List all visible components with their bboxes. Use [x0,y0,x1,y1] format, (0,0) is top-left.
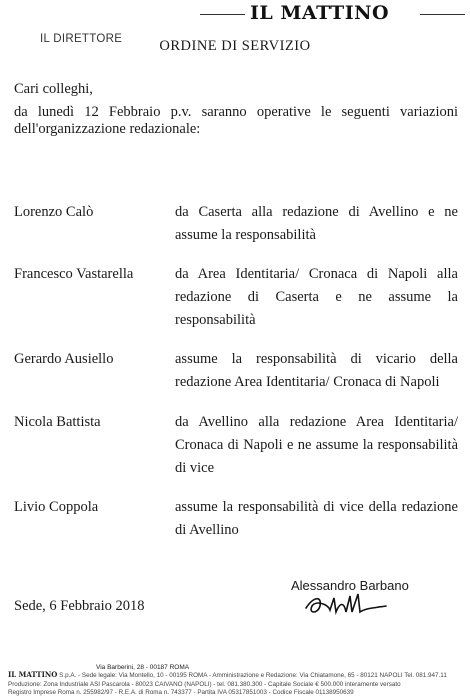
intro-line-2: dell'organizzazione redazionale: [14,121,201,137]
document-title: ORDINE DI SERVIZIO [159,38,311,54]
masthead-rule-left [200,14,245,15]
assignment-line: assume la responsabilità [175,227,316,243]
assignment-name: Livio Coppola [14,499,99,515]
assignment-name: Francesco Vastarella [14,266,134,282]
footer-line-1: S.p.A. - Sede legale: Via Montello, 10 - 00195 ROMA - Amministrazione e Redazione: Via Chiatamone, 65 - 80121 NAPOLI Tel. 081.947.11 [59,672,447,679]
assignment-line: di vice [175,460,215,476]
intro-line-1: da lunedì 12 Febbraio p.v. saranno operative le seguenti variazioni [14,104,458,120]
date-line: Sede, 6 Febbraio 2018 [14,598,145,614]
assignment-description [175,263,458,332]
footer-line-2: Produzione: Zona Industriale ASI Pascarola - 80023 CAIVANO (NAPOLI) - tel. 081.380.300 - Capitale Sociale € 500.000 interamente versato [8,680,401,688]
address-stamp: Via Barberini, 28 - 00187 ROMA [96,664,190,671]
assignment-line: redazione Area Identitaria/ Cronaca di Napoli [175,374,440,390]
signer-name: Alessandro Barbano [291,578,409,593]
company-footer [8,662,466,698]
assignment-line: da Caserta alla redazione di Avellino e ne [175,204,458,220]
handwritten-signature [300,590,390,620]
assignment-description [175,201,458,247]
assignment-name: Lorenzo Calò [14,204,94,220]
footer-line-3: Registro Imprese Roma n. 255982/97 - R.E.A. di Roma n. 743377 - Partita IVA 05317851003 - Codice Fiscale 01138950639 [8,689,354,696]
director-label: IL DIRETTORE [40,33,123,45]
assignment-line: assume la responsabilità di vice della redazione [175,499,458,515]
footer-brand: IL MATTINO [8,670,58,679]
assignment-line: responsabilità [175,312,256,328]
assignment-description [175,348,458,394]
assignment-line: da Avellino alla redazione Area Identitaria/ [175,414,458,430]
greeting: Cari colleghi, [14,81,93,97]
assignment-description [175,496,458,542]
assignment-name: Nicola Battista [14,414,101,430]
masthead-logo: IL MATTINO [250,2,390,24]
assignment-name: Gerardo Ausiello [14,351,114,367]
masthead-rule-right [420,14,465,15]
assignment-line: assume la responsabilità di vicario della [175,351,458,367]
assignment-line: di Avellino [175,522,239,538]
assignment-line: Cronaca di Napoli e ne assume la responsabilità [175,437,458,453]
assignment-description [175,411,458,480]
assignment-line: redazione di Caserta e ne assume la [175,289,458,305]
assignment-line: da Area Identitaria/ Cronaca di Napoli alla [175,266,458,282]
